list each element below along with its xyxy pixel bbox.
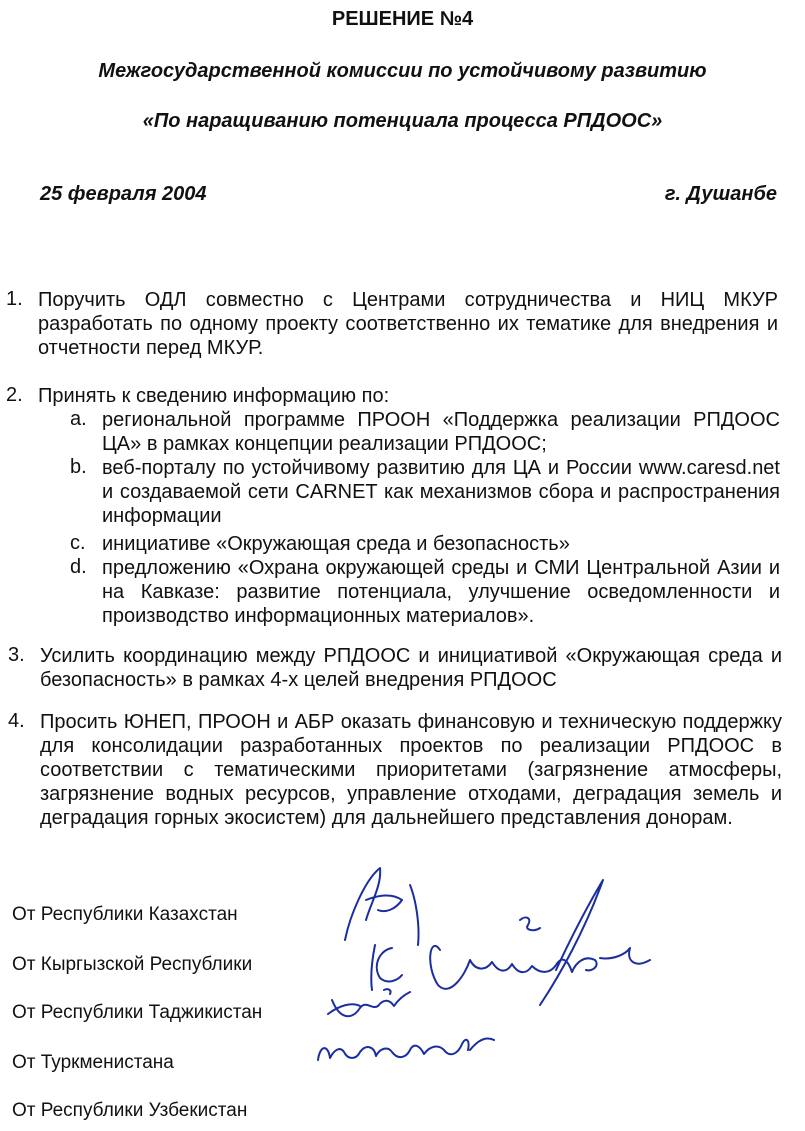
signature-kazakhstan [345,868,419,945]
item-1-number: 1. [6,288,23,310]
item-1-text: Поручить ОДЛ совместно с Центрами сотрудничества и НИЦ МКУР разработать по одному проекту соответственно их тематике для внедрения и отчетности перед МКУР. [38,289,778,359]
item-2b-letter: b. [70,456,87,478]
item-2-text: Принять к сведению информацию по: [38,385,390,407]
signatory-kazakhstan: От Республики Казахстан [12,904,238,925]
item-2c-text: инициативе «Окружающая среда и безопасность» [102,533,570,555]
document-date: 25 февраля 2004 [40,183,207,205]
item-2-number: 2. [6,384,23,406]
signature-turkmenistan [318,1038,494,1060]
item-3-number: 3. [8,644,25,666]
item-2c-letter: c. [70,532,86,554]
item-4-text: Просить ЮНЕП, ПРООН и АБР оказать финансовую и техническую поддержку для консолидации разработанных проектов по реализации РПДООС в соответствии с тематическими приоритетами (загрязнение атмосферы, загрязнение водных ресурсов, управление отходами, деградация земель и деградация горных экосистем) для дальнейшего представления донорам. [40,711,782,829]
signatory-uzbekistan: От Республики Узбекистан [12,1100,248,1121]
item-2d-text: предложению «Охрана окружающей среды и СМИ Центральной Азии и на Кавказе: развитие потенциала, улучшение осведомленности и производство информационных материалов». [102,557,780,627]
signatory-tajikistan: От Республики Таджикистан [12,1002,263,1023]
signatory-turkmenistan: От Туркменистана [12,1052,174,1073]
item-2a-letter: a. [70,408,87,430]
signatory-kyrgyzstan: От Кыргызской Республики [12,954,253,975]
signature-kyrgyzstan [371,880,650,1005]
item-3-text: Усилить координацию между РПДООС и инициативой «Окружающая среда и безопасность» в рамках 4-х целей внедрения РПДООС [40,645,782,691]
document-subtitle-topic: «По наращиванию потенциала процесса РПДООС» [142,110,663,132]
item-2a-text: региональной программе ПРООН «Поддержка реализации РПДООС ЦА» в рамках концепции реализации РПДООС; [102,409,780,455]
item-2d-letter: d. [70,556,87,578]
document-subtitle-commission: Межгосударственной комиссии по устойчивому развитию [98,60,707,82]
item-4-number: 4. [8,710,25,732]
document-title: РЕШЕНИЕ №4 [331,8,474,30]
document-city: г. Душанбе [664,183,777,205]
item-2b-text: веб-порталу по устойчивому развитию для ЦА и России www.caresd.net и создаваемой сети CARNET как механизмов сбора и распространения информации [102,457,780,527]
signature-tajikistan [328,989,410,1016]
